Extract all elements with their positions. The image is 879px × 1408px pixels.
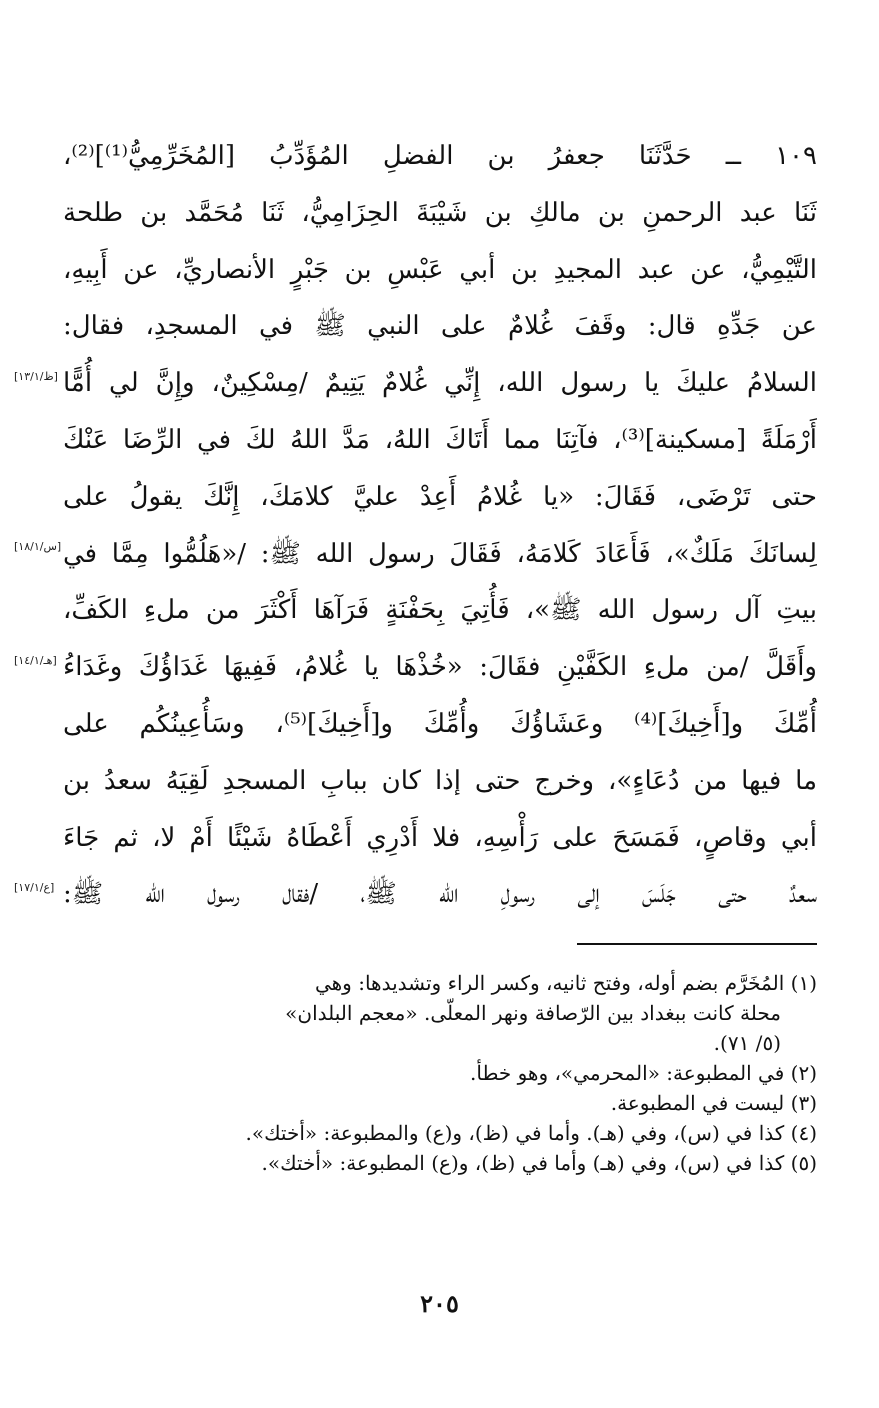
footnote-line: (٢) في المطبوعة: «المحرمي»، وهو خطأ. <box>470 1061 817 1085</box>
text-line: أَرْمَلَةً [مسكينة]⁽³⁾، فآتِنَا مما أَتَاكَ اللهُ، مَدَّ اللهُ لكَ في الرِّضَا عَنْكَ <box>63 424 817 455</box>
text-line: سعدٌ حتى جَلَسَ إلى رسولِ الله ﷺ، /فقال رسول الله ﷺ: <box>63 879 817 910</box>
text-line: ١٠٩ ــ حَدَّثَنَا جعفرُ بن الفضلِ المُؤَدِّبُ [المُخَرِّمِيُّ⁽¹⁾]⁽²⁾، <box>63 141 817 171</box>
page-number: ٢٠٥ <box>420 1289 459 1318</box>
text-line: حتى تَرْضَى، فَقَالَ: «يا غُلامُ أَعِدْ عليَّ كلامَكَ، إِنَّكَ يقولُ على <box>63 481 817 512</box>
footnote-line: (١) المُخَرَّم بضم أوله، وفتح ثانيه، وكسر الراء وتشديدها: وهي <box>314 971 817 995</box>
text-line: ثَنَا عبد الرحمنِ بن مالكِ بن شَيْبَةَ الحِزَامِيُّ، ثَنَا مُحَمَّد بن طلحة <box>63 197 817 228</box>
footnote-line: (٣) ليست في المطبوعة. <box>610 1091 817 1115</box>
footnote-1 <box>63 968 817 1058</box>
text-line: ما فيها من دُعَاءٍ»، وخرج حتى إذا كان ببابِ المسجدِ لَقِيَهُ سعدُ بن <box>63 765 817 796</box>
folio-marker: [ع/١٧/١] <box>14 881 55 894</box>
footnote-line: (٥/ ٧١). <box>713 1031 781 1055</box>
footnote-2 <box>63 1058 817 1088</box>
text-line: السلامُ عليكَ يا رسول الله، إِنِّي غُلامٌ يَتِيمٌ /مِسْكِينٌ، وإِنَّ لي أُمًّا <box>63 368 817 399</box>
footnote-4 <box>63 1118 817 1148</box>
footnote-separator <box>577 943 817 945</box>
folio-marker: [س/١٨/١] <box>14 540 62 553</box>
footnotes <box>63 968 817 1178</box>
footnote-line: (٤) كذا في (س)، وفي (هـ). وأما في (ظ)، و(ع) والمطبوعة: «أختك». <box>245 1121 817 1145</box>
text-line: وأَقَلَّ /من ملءِ الكَفَّيْنِ فقَالَ: «خُذْهَا يا غُلامُ، فَفِيهَا غَدَاؤُكَ وغَدَاءُ <box>63 652 817 683</box>
text-line: عن جَدِّهِ قال: وقَفَ غُلامٌ على النبي ﷺ في المسجدِ، فقال: <box>63 311 817 342</box>
text-line: أُمِّكَ و[أَخِيكَ]⁽⁴⁾ وعَشَاؤُكَ وأُمِّكَ و[أَخِيكَ]⁽⁵⁾، وسَأُعِينُكُم على <box>63 708 817 739</box>
text-line: أبي وقاصٍ، فَمَسَحَ على رَأْسِهِ، فلا أَدْرِي أَعْطَاهُ شَيْئًا أَمْ لا، ثم جَاءَ <box>63 822 817 853</box>
text-line: لِسانَكَ مَلَكٌ»، فَأَعَادَ كَلامَهُ، فَقَالَ رسول الله ﷺ: /«هَلُمُّوا مِمَّا في <box>63 538 817 569</box>
text-line: بيتِ آل رسول الله ﷺ»، فَأُتِيَ بِحَفْنَةٍ فَرَآهَا أَكْثَرَ من ملءِ الكَفِّ، <box>63 595 817 626</box>
folio-marker: [هـ/١٤/١] <box>14 654 57 667</box>
footnote-5 <box>63 1148 817 1178</box>
text-line: التَّيْمِيُّ، عن عبد المجيدِ بن أبي عَبْسِ بن جَبْرٍ الأنصاريِّ، عن أَبِيهِ، <box>63 254 817 285</box>
hadith-text <box>63 128 817 923</box>
footnote-line: محلة كانت ببغداد بين الرّصافة ونهر المعلّى. «معجم البلدان» <box>285 1001 781 1025</box>
footnote-line: (٥) كذا في (س)، وفي (هـ) وأما في (ظ)، و(ع) المطبوعة: «أختك». <box>261 1151 817 1175</box>
folio-marker: [ظ/١٣/١] <box>14 370 58 383</box>
footnote-3 <box>63 1088 817 1118</box>
